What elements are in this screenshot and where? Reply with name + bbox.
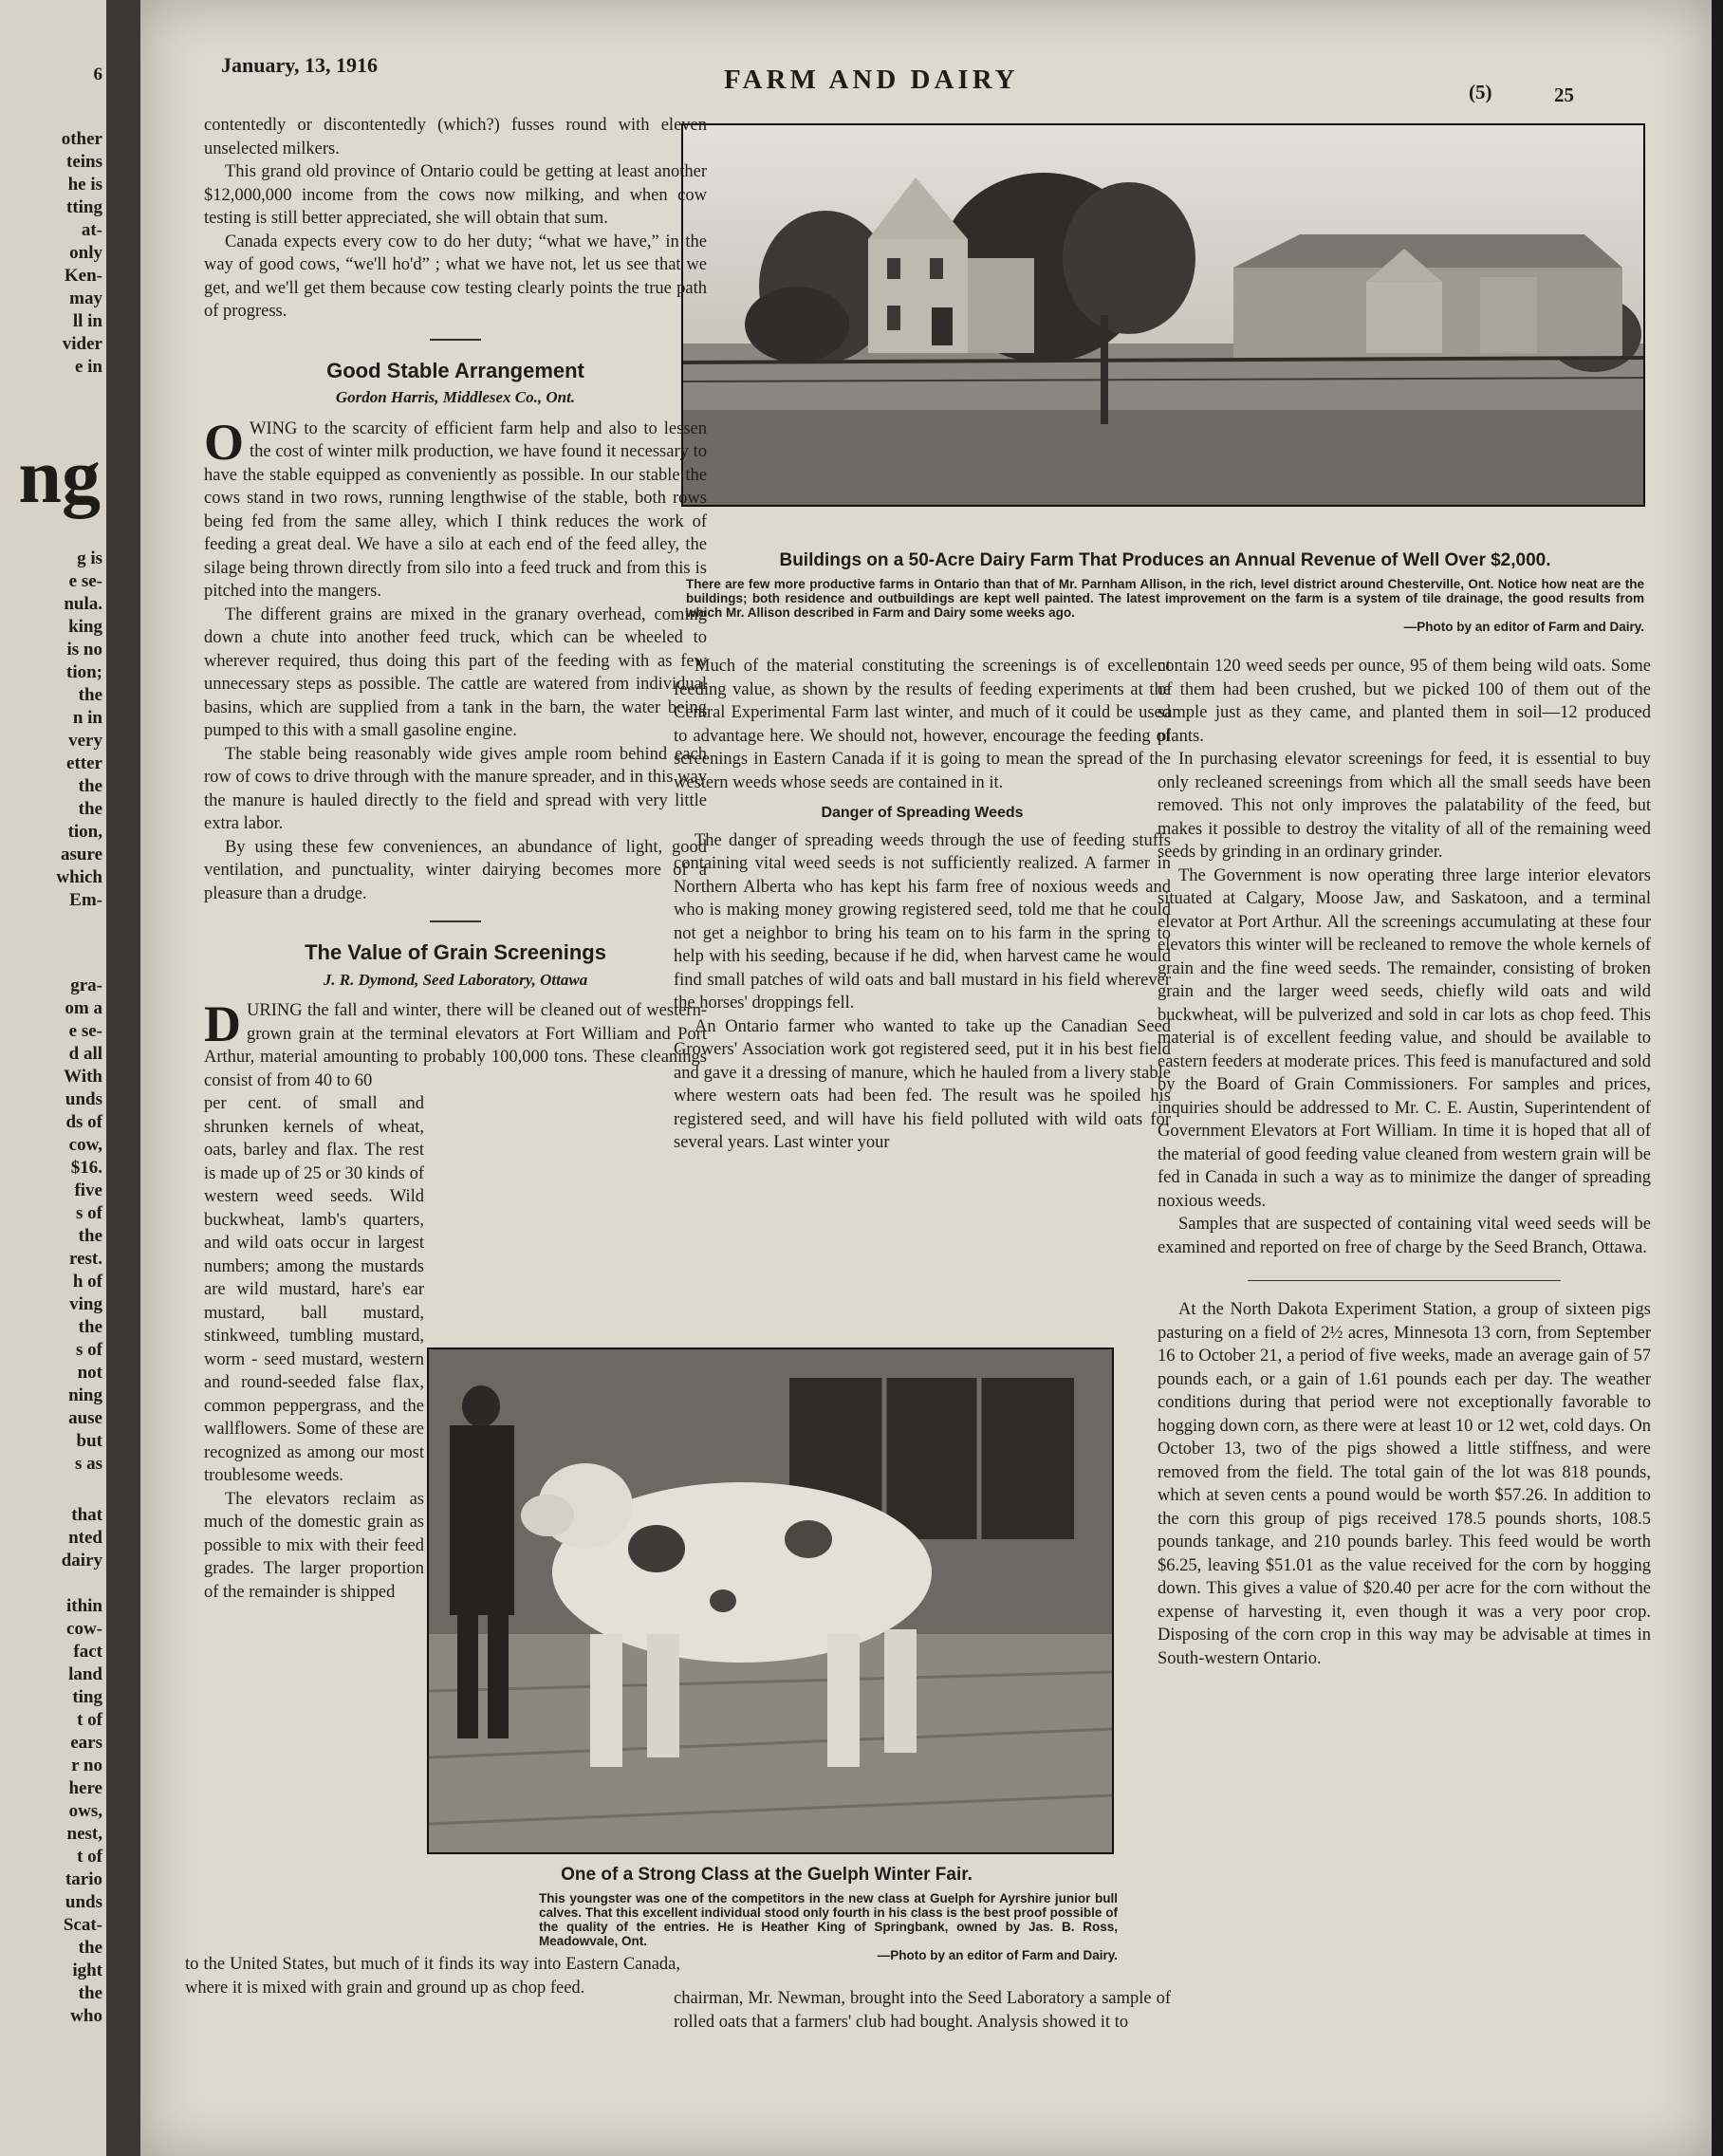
- adjacent-page-text-fragment: king: [68, 617, 102, 637]
- adjacent-page-text-fragment: Em-: [69, 890, 102, 910]
- calf-photo-caption: [416, 1865, 1118, 1962]
- page-header: [140, 47, 1712, 106]
- calf-photo-caption-title: One of a Strong Class at the Guelph Winter Fair.: [561, 1865, 973, 1885]
- pig-experiment-paragraph: At the North Dakota Experiment Station, a group of sixteen pigs pasturing on a field of 2½ acres, Minnesota 13 corn, from September 16 to October 21, a period of five weeks, made an average gain of 57 pounds each, or a gain of 1.61 pounds each per day. The weather conditions during that period were not exceptionally favorable to hogging down corn, as there were at least 10 or 12 wet, cold days. On October 13, two of the pigs showed a little stiffness, and were removed from the field. The total gain of the lot was 818 pounds, which at seven cents a pound would be worth $57.26. In addition to the corn this group of pigs received 178.5 pounds shorts, 108.5 pounds tankage, and 210 pounds barley. This feed would be worth $6.25, leaving $51.01 as the value received for the corn by hogging down. This gives a value of $20.40 per acre for the corn without the expense of harvesting it, even though it was a very poor crop. Disposing of the corn crop in this way may be advisable at times in South-western Ontario.: [1158, 1300, 1651, 1668]
- screenings-narrow-paragraph: The elevators reclaim as much of the domestic grain as possible to mix with their feed grades. The larger proportion of the remainder is shipped: [204, 1489, 424, 1602]
- article-title-stable: Good Stable Arrangement: [326, 358, 584, 382]
- screenings-paragraph: An Ontario farmer who wanted to take up the Canadian Seed Growers' Association work got registered seed, put it in his best field and gave it a dressing of manure, which he hauled from a livery stable where western oats had been fed. The result was he spoiled his registered seed, and will have his field polluted with wild oats for several years. Last winter your: [674, 1016, 1171, 1152]
- stable-paragraph: By using these few conveniences, an abundance of light, good ventilation, and punctuality, winter dairying becomes more of a pleasure than a drudge.: [204, 837, 707, 903]
- issue-date: January, 13, 1916: [221, 53, 379, 77]
- adjacent-page-text-fragment: ll in: [72, 311, 102, 331]
- adjacent-page-text-fragment: but: [76, 1431, 102, 1451]
- adjacent-page-text-fragment: that: [71, 1505, 102, 1525]
- adjacent-page-text-fragment: 6: [93, 65, 102, 84]
- adjacent-page-text-fragment: unds: [65, 1089, 102, 1109]
- adjacent-page-text-fragment: which: [56, 867, 102, 887]
- bull-calf-photo: [427, 1348, 1114, 1854]
- adjacent-page-text-fragment: who: [70, 2006, 102, 2026]
- column-2: [674, 655, 1171, 1155]
- intro-paragraph: This grand old province of Ontario could be getting at least another $12,000,000 income from the cows now milking, and when cow testing is still better appreciated, she will obtain that sum.: [204, 162, 707, 228]
- stable-paragraph: The stable being reasonably wide gives ample room behind each row of cows to drive through with the manure spreader, and in this way the manure is hauled directly to the field and spread with very little extra labor.: [204, 744, 707, 833]
- adjacent-page-text-fragment: om a: [65, 998, 102, 1018]
- adjacent-page-text-fragment: Ken-: [64, 266, 102, 286]
- adjacent-page-text-fragment: n in: [72, 708, 102, 728]
- adjacent-page-text-fragment: e se-: [68, 1021, 102, 1041]
- adjacent-page-text-fragment: tion;: [66, 662, 102, 682]
- adjacent-page-text-fragment: cow,: [68, 1135, 102, 1155]
- adjacent-page-text-fragment: the: [78, 776, 102, 796]
- newspaper-page: [140, 0, 1712, 2156]
- adjacent-page-text-fragment: tario: [65, 1869, 102, 1889]
- book-gutter: [106, 0, 140, 2156]
- screenings-narrow-paragraph: per cent. of small and shrunken kernels of wheat, oats, barley and flax. The rest is made up of 25 or 30 kinds of western weed seeds. Wild buckwheat, lamb's quarters, and wild oats occur in largest numbers; among the mustards are wild mustard, hare's ear mustard, ball mustard, stinkweed, tumbling mustard, worm - seed mustard, western and round-seeded false flax, common peppergrass, and the wallflowers. Some of these are recognized as among our most troublesome weeds.: [204, 1094, 424, 1485]
- adjacent-page-text-fragment: the: [78, 1983, 102, 2003]
- adjacent-page-text-fragment: ight: [72, 1961, 102, 1980]
- publication-title: FARM AND DAIRY: [724, 65, 1019, 95]
- adjacent-page-text-fragment: e in: [74, 357, 102, 377]
- adjacent-page-text-fragment: nted: [68, 1528, 102, 1548]
- adjacent-page-text-fragment: tting: [66, 197, 102, 217]
- adjacent-page-text-fragment: may: [69, 288, 102, 308]
- bull-calf-image: [429, 1349, 1112, 1852]
- screenings-paragraph: contain 120 weed seeds per ounce, 95 of them being wild oats. Some of them had been crushed, but we picked 100 of them out of the sample just as they came, and planted them in soil—12 produced plants.: [1158, 657, 1651, 746]
- adjacent-page-text-fragment: ithin: [65, 1596, 102, 1616]
- adjacent-page-text-fragment: cow-: [66, 1619, 102, 1639]
- adjacent-page-text-fragment: ning: [68, 1385, 102, 1405]
- drop-cap: O: [204, 413, 245, 471]
- adjacent-page-text-fragment: s of: [76, 1203, 102, 1223]
- column-3: [1158, 655, 1651, 1670]
- adjacent-page-text-fragment: unds: [65, 1892, 102, 1912]
- adjacent-page-text-fragment: is no: [66, 640, 102, 660]
- subhead-danger-weeds: Danger of Spreading Weeds: [821, 805, 1024, 821]
- adjacent-page-text-fragment: not: [77, 1363, 102, 1383]
- adjacent-page-text-fragment: r no: [71, 1756, 102, 1775]
- adjacent-page-text-fragment: very: [68, 731, 102, 751]
- adjacent-page-text-fragment: ows,: [68, 1801, 102, 1821]
- adjacent-page-text-fragment: other: [61, 129, 102, 149]
- adjacent-page-text-fragment: rest.: [69, 1249, 102, 1269]
- adjacent-page-text-fragment: dairy: [61, 1551, 102, 1571]
- adjacent-page-text-fragment: at-: [81, 220, 102, 240]
- adjacent-page-text-fragment: Scat-: [63, 1915, 102, 1935]
- adjacent-page-text-fragment: the: [78, 685, 102, 705]
- calf-photo-credit: —Photo by an editor of Farm and Dairy.: [877, 1948, 1118, 1962]
- adjacent-page-text-fragment: h of: [72, 1272, 102, 1292]
- adjacent-page-text-fragment: the: [78, 1938, 102, 1958]
- page-number: 25: [1554, 84, 1574, 106]
- farm-buildings-image: [683, 125, 1643, 505]
- drop-cap: D: [204, 995, 241, 1052]
- screenings-paragraph: Samples that are suspected of containing vital weed seeds will be examined and reported on free of charge by the Seed Branch, Ottawa.: [1158, 1215, 1651, 1257]
- adjacent-page-text-fragment: the: [78, 1226, 102, 1246]
- screenings-paragraph: In purchasing elevator screenings for feed, it is essential to buy only recleaned screenings from which all the small seeds have been removed. This not only improves the palatability of the feed, but makes it possible to destroy the vitality of all of the remaining weed seeds by grinding in an ordinary grinder.: [1158, 750, 1651, 862]
- adjacent-page-text-fragment: ears: [70, 1733, 102, 1753]
- section-divider: [430, 339, 481, 341]
- adjacent-page-text-fragment: only: [69, 243, 102, 263]
- adjacent-page-text-fragment: asure: [61, 845, 102, 864]
- adjacent-page-text-fragment: five: [74, 1180, 102, 1200]
- adjacent-page-text-fragment: With: [64, 1067, 102, 1087]
- adjacent-page-text-fragment: $16.: [70, 1158, 102, 1178]
- farm-buildings-photo: [681, 123, 1645, 507]
- intro-paragraph: contentedly or discontentedly (which?) fusses round with eleven unselected milkers.: [204, 116, 707, 158]
- section-page-number: (5): [1469, 81, 1492, 103]
- adjacent-page-text-fragment: s of: [76, 1340, 102, 1360]
- adjacent-page-text-fragment: ving: [69, 1294, 102, 1314]
- adjacent-page-text-fragment: fact: [73, 1642, 102, 1662]
- adjacent-page-text-fragment: here: [68, 1778, 102, 1798]
- adjacent-page-text-fragment: vider: [62, 334, 102, 354]
- article-byline-stable: Gordon Harris, Middlesex Co., Ont.: [335, 388, 576, 406]
- screenings-paragraph: DURING the fall and winter, there will be cleaned out of western-grown grain at the terminal elevators at Fort William and Port Arthur, material amounting to probably 100,000 tons. These cleanings consist of from 40 to 60: [204, 995, 707, 1090]
- farm-photo-caption: [686, 550, 1644, 634]
- screenings-paragraph: Much of the material constituting the screenings is of excellent feeding value, as shown by the results of feeding experiments at the Central Experimental Farm last winter, and much of it could be used to advantage here. We should not, however, encourage the feeding of screenings in Eastern Canada if it is going to mean the spread of the western weeds whose seeds are contained in it.: [674, 657, 1171, 792]
- adjacent-page-text-fragment: the: [78, 799, 102, 819]
- adjacent-page-text-fragment: land: [68, 1664, 102, 1684]
- farm-photo-caption-title: Buildings on a 50-Acre Dairy Farm That Produces an Annual Revenue of Well Over $2,000.: [779, 550, 1551, 570]
- adjacent-page-text-fragment: s as: [74, 1454, 102, 1474]
- stable-paragraph: OWING to the scarcity of efficient farm help and also to lessen the cost of winter milk production, we have found it necessary to have the stable equipped as conveniently as possible. In our stable the cows stand in two rows, running lengthwise of the stable, both rows being fed from the same alley, which I think reduces the work of feeding a great deal. We have a silo at each end of the feed alley, the silage being thrown directly from silo into a feed truck and from this is pitched into the mangers.: [204, 413, 707, 601]
- adjacent-page-text-fragment: he is: [67, 175, 102, 195]
- screenings-tail-paragraph: chairman, Mr. Newman, brought into the Seed Laboratory a sample of rolled oats that a farmers' club had bought. Analysis showed it to: [674, 1989, 1171, 2032]
- farm-photo-caption-body: There are few more productive farms in Ontario than that of Mr. Parnham Allison, in the rich, level district around Chesterville, Ont. Notice how neat are the buildings; both residence and outbuildings are kept well painted. The latest improvement on the farm is a system of tile drainage, the good results from which Mr. Allison described in Farm and Dairy some weeks ago.: [686, 577, 1644, 620]
- adjacent-page-text-fragment: g is: [77, 548, 102, 568]
- adjacent-page-text-fragment: the: [78, 1317, 102, 1337]
- adjacent-page-text-fragment: d all: [68, 1044, 102, 1064]
- screenings-paragraph: The Government is now operating three large interior elevators situated at Calgary, Moose Jaw, and Saskatoon, and a terminal elevator at Port Arthur. All the screenings accumulating at these four elevators this winter will be recleaned to remove the whole kernels of grain and the fine weed seeds. The remainder, consisting of broken grain and the larger weed seeds, chiefly wild oats and wild buckwheat, will be pulverized and sold in car lots as chop feed. This material is of excellent feeding value, and should be available to eastern feeders at moderate prices. This feed is manufactured and sold by the Board of Grain Commissioners. For samples and prices, inquiries should be addressed to Mr. C. E. Austin, Superintendent of Government Elevators at Fort William. In time it is hoped that all of the material of good feeding value cleaned from western grain will be fed in Canada in such a way as to minimize the danger of spreading noxious weeds.: [1158, 865, 1651, 1211]
- adjacent-page-text-fragment: t of: [77, 1710, 102, 1730]
- adjacent-page-text-fragment: ting: [72, 1687, 102, 1707]
- adjacent-page-text-fragment: t of: [77, 1847, 102, 1867]
- farm-photo-credit: —Photo by an editor of Farm and Dairy.: [1403, 620, 1644, 634]
- intro-paragraph: Canada expects every cow to do her duty; “what we have,” in the way of good cows, “we'll ho'd” ; what we have not, let us see that we get, and we'll get them because cow testing clearly points the true path of progress.: [204, 232, 707, 321]
- adjacent-page-large-letters: ng: [18, 433, 101, 519]
- stable-paragraph: The different grains are mixed in the granary overhead, coming down a chute into another feed truck, which can be wheeled to wherever required, thus doing this part of the feeding with as few unnecessary steps as possible. The cattle are watered from individual basins, which are supplied from a tank in the barn, the water being pumped to this with a small gasoline engine.: [204, 604, 707, 740]
- section-divider: [430, 920, 481, 922]
- section-divider: [1248, 1280, 1561, 1281]
- adjacent-page-text-fragment: ause: [68, 1408, 102, 1428]
- adjacent-page-text-fragment: nula.: [64, 594, 102, 614]
- adjacent-page-text-fragment: e se-: [68, 571, 102, 591]
- article-title-screenings: The Value of Grain Screenings: [305, 940, 606, 964]
- adjacent-page-text-fragment: ds of: [65, 1112, 102, 1132]
- adjacent-page-text-fragment: tion,: [67, 822, 102, 842]
- screenings-tail-paragraph: to the United States, but much of it finds its way into Eastern Canada, where it is mixed with grain and ground up as chop feed.: [185, 1955, 680, 1998]
- column-2-bottom: [674, 1987, 1171, 2034]
- adjacent-page-text-fragment: teins: [66, 152, 102, 172]
- calf-photo-caption-body: This youngster was one of the competitors in the new class at Guelph for Ayrshire junior bull calves. That this excellent individual stood only fourth in his class is the best proof possible of the quality of the entries. He is Heather King of Springbank, owned by Jas. B. Ross, Meadowvale, Ont.: [539, 1891, 1118, 1948]
- adjacent-page-text-fragment: gra-: [70, 976, 102, 995]
- adjacent-page-text-fragment: etter: [66, 753, 102, 773]
- screenings-paragraph: The danger of spreading weeds through the use of feeding stuffs containing vital weed seeds is not sufficiently realized. A farmer in Northern Alberta who has kept his farm free of noxious weeds and who is making money growing registered seed, told me that he could not get a neighbor to bring his team on to his farm in the spring to help with his seeding, because if he did, when harvest came he would find small patches of wild oats and ball mustard in his field wherever the horses' droppings fell.: [674, 830, 1171, 1013]
- adjacent-page-text-fragment: nest,: [66, 1824, 102, 1844]
- adjacent-page-fragment: [0, 0, 106, 2156]
- article-byline-screenings: J. R. Dymond, Seed Laboratory, Ottawa: [323, 970, 588, 989]
